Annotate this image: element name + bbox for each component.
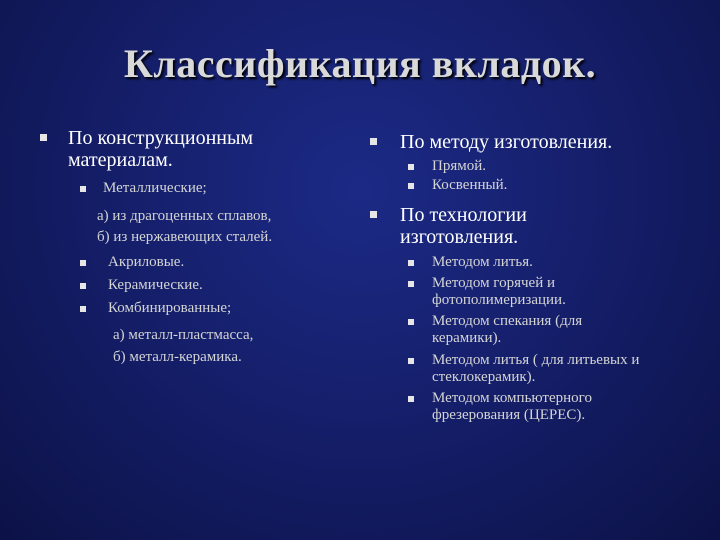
heading-line: По методу изготовления. — [400, 131, 613, 153]
square-bullet-icon — [408, 396, 414, 402]
list-item-label: Керамические. — [108, 277, 203, 293]
square-bullet-icon — [408, 164, 414, 170]
sub-item: б) металл-керамика. — [113, 349, 242, 365]
list-item — [408, 275, 698, 309]
square-bullet-icon — [408, 319, 414, 325]
square-bullet-icon — [370, 138, 377, 145]
heading-line: материалам. — [68, 149, 173, 171]
square-bullet-icon — [80, 283, 86, 289]
list-item-label: Методом спекания (для — [432, 313, 583, 329]
square-bullet-icon — [408, 281, 414, 287]
heading-construction-materials — [40, 127, 330, 171]
list-item — [408, 352, 708, 386]
list-item-label: стеклокерамик). — [432, 369, 536, 385]
square-bullet-icon — [80, 186, 86, 192]
slide-title: Классификация вкладок. — [123, 41, 597, 86]
square-bullet-icon — [408, 358, 414, 364]
heading-manufacturing-method — [370, 131, 700, 153]
list-item — [408, 313, 698, 347]
heading-line: изготовления. — [400, 226, 519, 248]
list-item-label: Комбинированные; — [108, 300, 232, 316]
square-bullet-icon — [80, 260, 86, 266]
list-item-label: Методом литья ( для литьевых и — [432, 352, 640, 368]
list-item — [408, 158, 486, 175]
sub-item: а) металл-пластмасса, — [113, 327, 254, 343]
list-item-label: Акриловые. — [108, 254, 185, 270]
square-bullet-icon — [40, 134, 47, 141]
heading-line: По технологии — [400, 204, 527, 226]
square-bullet-icon — [370, 211, 377, 218]
list-item-label: фрезерования (ЦЕРЕС). — [432, 407, 586, 423]
list-item — [80, 180, 207, 197]
list-item — [408, 254, 698, 271]
list-item-label: Методом горячей и — [432, 275, 555, 291]
list-item-label: Косвенный. — [432, 177, 508, 193]
list-item-label: Методом компьютерного — [432, 390, 592, 406]
list-item — [80, 300, 231, 317]
list-item — [80, 254, 184, 271]
list-item — [408, 177, 507, 194]
sub-item: б) из нержавеющих сталей. — [97, 229, 273, 245]
sub-item: а) из драгоценных сплавов, — [97, 208, 272, 224]
square-bullet-icon — [80, 306, 86, 312]
list-item-label: Прямой. — [432, 158, 487, 174]
list-item — [408, 390, 698, 424]
list-item-label: Методом литья. — [432, 254, 533, 270]
list-item-label: фотополимеризации. — [432, 292, 566, 308]
square-bullet-icon — [408, 260, 414, 266]
list-item-label: керамики). — [432, 330, 502, 346]
heading-line: По конструкционным — [68, 127, 254, 149]
list-item — [80, 277, 203, 294]
list-item-label: Металлические; — [103, 180, 207, 196]
square-bullet-icon — [408, 183, 414, 189]
heading-manufacturing-technology — [370, 204, 700, 248]
